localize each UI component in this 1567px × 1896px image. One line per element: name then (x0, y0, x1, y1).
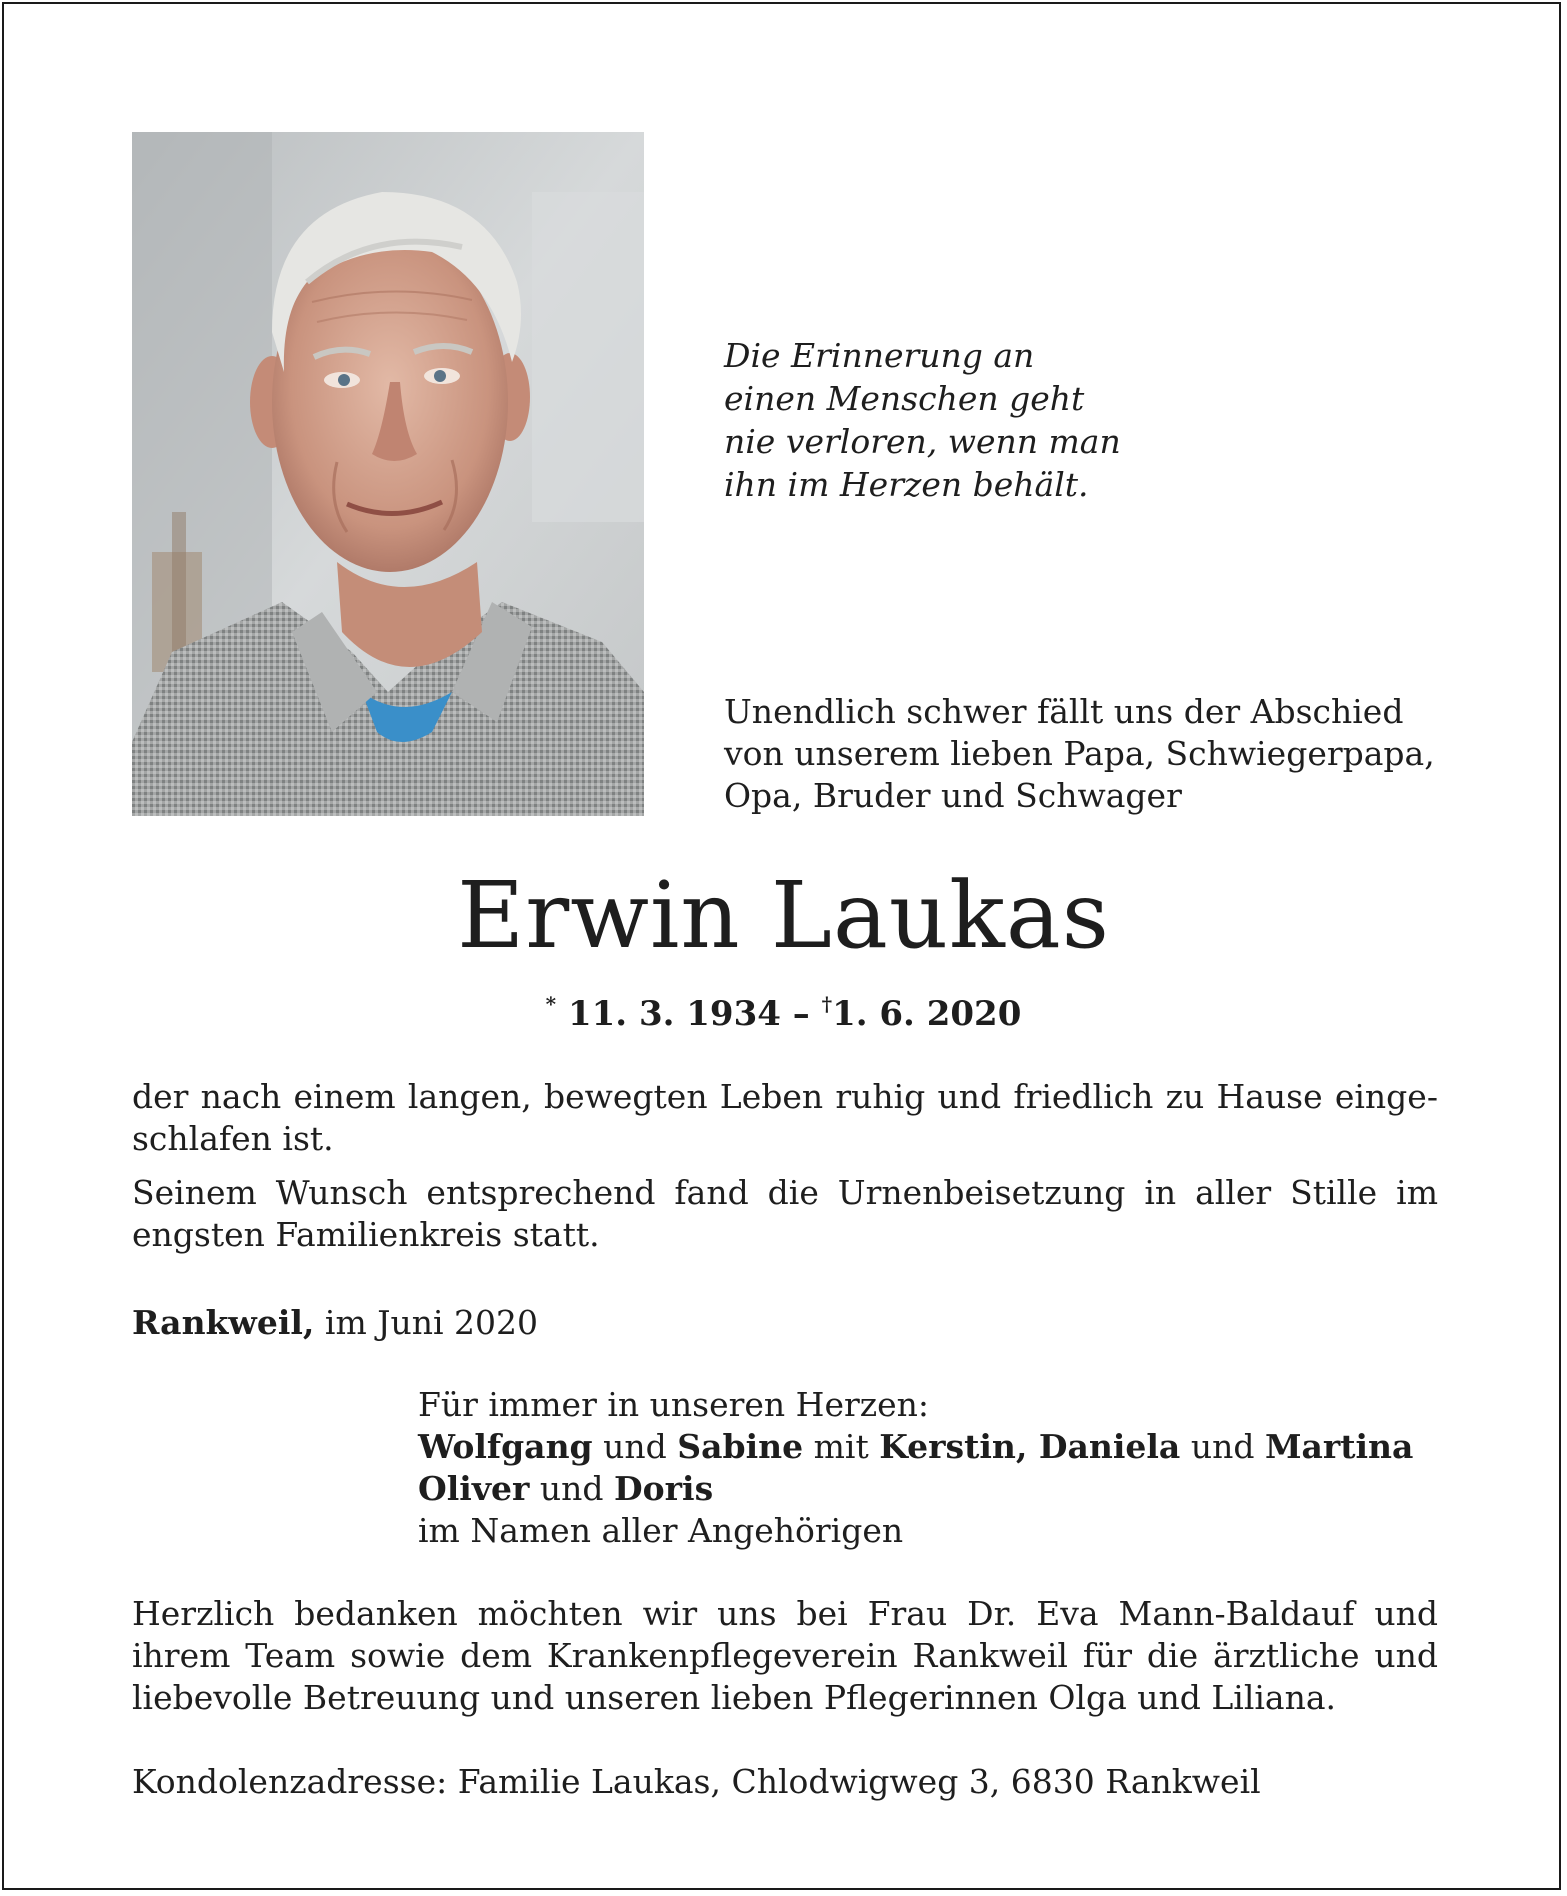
death-date: 1. 6. 2020 (832, 994, 1022, 1034)
family-name: Kerstin, Daniela (879, 1427, 1181, 1466)
family-name: Oliver (418, 1469, 530, 1508)
obituary-card (2, 2, 1561, 1890)
life-dates (4, 992, 1563, 1034)
farewell-intro (724, 691, 1444, 817)
conjunction: mit (813, 1427, 869, 1466)
memorial-quote (724, 334, 1184, 506)
signoff-names-line-2 (418, 1468, 1438, 1510)
thanks-line: liebevolle Betreuung und unseren lieben Pflegerinnen Olga und Liliana. (132, 1678, 1337, 1717)
family-name: Martina (1264, 1427, 1414, 1466)
thanks-line: ihrem Team sowie dem Krankenpflegeverein Rankweil für die ärztliche und (132, 1636, 1438, 1675)
birth-symbol: * (545, 992, 557, 1016)
deceased-name: Erwin Laukas (457, 862, 1110, 969)
family-name: Doris (614, 1469, 714, 1508)
date-separator: – (792, 994, 810, 1034)
intro-line: von unserem lieben Papa, Schwiegerpapa, (724, 734, 1435, 773)
family-signoff (418, 1384, 1438, 1552)
signoff-names-line-1 (418, 1426, 1438, 1468)
intro-line: Unendlich schwer fällt uns der Abschied (724, 692, 1404, 731)
intro-line: Opa, Bruder und Schwager (724, 776, 1182, 815)
body-line: schlafen ist. (132, 1119, 334, 1158)
quote-line: Die Erinnerung an (724, 336, 1035, 375)
conjunction: und (1190, 1427, 1255, 1466)
body-line: engsten Familienkreis statt. (132, 1215, 600, 1254)
paragraph-burial (132, 1172, 1438, 1256)
quote-line: einen Menschen geht (724, 379, 1085, 418)
thanks-line: Herzlich bedanken möchten wir uns bei Frau Dr. Eva Mann-Baldauf und (132, 1594, 1438, 1633)
place-and-date (132, 1302, 1438, 1344)
portrait-photo (132, 132, 644, 816)
condolence-address: Kondolenzadresse: Familie Laukas, Chlodwigweg 3, 6830 Rankweil (132, 1762, 1261, 1801)
signoff-closing: im Namen aller Angehörigen (418, 1511, 904, 1550)
conjunction: und (539, 1469, 604, 1508)
quote-line: ihn im Herzen behält. (724, 465, 1089, 504)
portrait-illustration (132, 132, 644, 816)
body-line: der nach einem langen, bewegten Leben ruhig und friedlich zu Hause einge- (132, 1077, 1438, 1116)
birth-date: 11. 3. 1934 (567, 994, 781, 1034)
body-line: Seinem Wunsch entsprechend fand die Urnenbeisetzung in aller Stille im (132, 1173, 1438, 1212)
quote-line: nie verloren, wenn man (724, 422, 1121, 461)
paragraph-passing (132, 1076, 1438, 1160)
family-name: Sabine (677, 1427, 804, 1466)
place-date: im Juni 2020 (324, 1303, 538, 1342)
thanks-paragraph (132, 1593, 1438, 1719)
family-name: Wolfgang (418, 1427, 593, 1466)
death-symbol: † (821, 992, 833, 1016)
signoff-heading: Für immer in unseren Herzen: (418, 1385, 930, 1424)
conjunction: und (603, 1427, 667, 1466)
place-city: Rankweil, (132, 1303, 315, 1342)
